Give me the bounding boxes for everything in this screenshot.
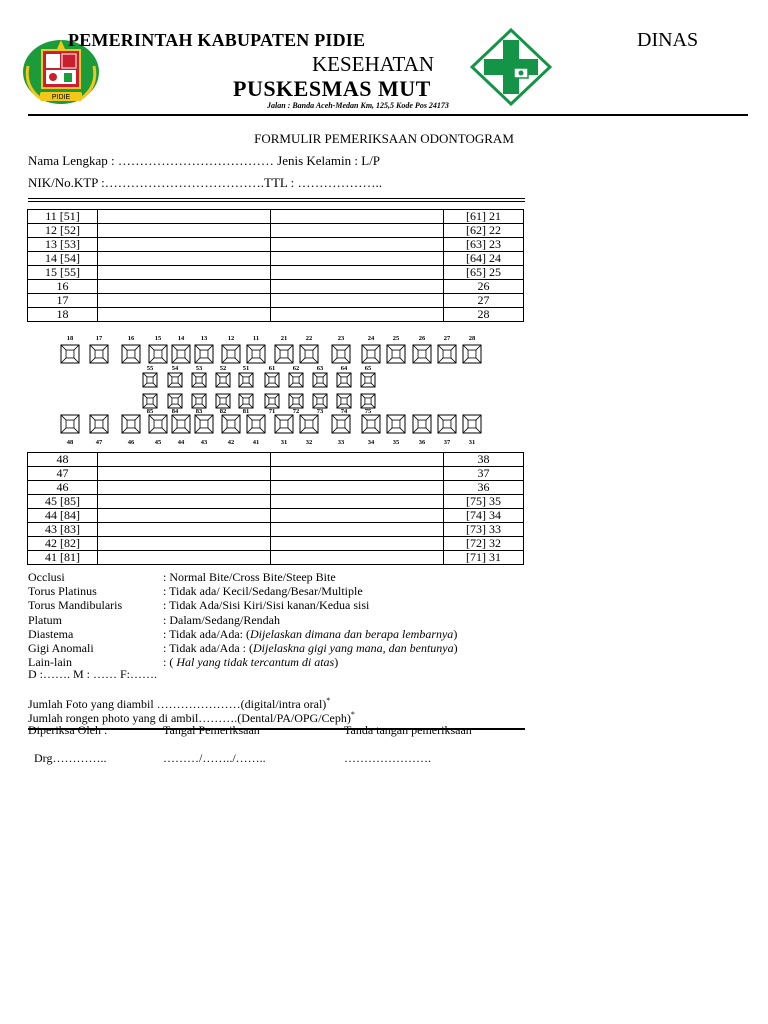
finding-cell[interactable]: [271, 266, 444, 280]
tooth-number-cell: 27: [444, 294, 524, 308]
tooth-number-cell: 15 [55]: [28, 266, 98, 280]
exam-options: : Tidak ada/Ada: (: [163, 626, 250, 641]
tooth-number-label: 41: [252, 439, 260, 446]
lower-permanent-tooth[interactable]: [247, 415, 265, 433]
table-row: [28, 537, 524, 551]
tooth-number-cell: [72] 32: [444, 537, 524, 551]
exam-value: [163, 627, 457, 642]
exam-options: : Tidak Ada/Sisi Kiri/Sisi kanan/Kedua sisi: [163, 598, 370, 613]
table-row: [28, 252, 524, 266]
finding-cell[interactable]: [271, 280, 444, 294]
upper-permanent-tooth[interactable]: [362, 345, 380, 363]
tooth-number-label: 25: [392, 335, 400, 342]
tooth-number-cell: 14 [54]: [28, 252, 98, 266]
exam-note: Hal yang tidak tercantum di atas: [173, 655, 335, 670]
tooth-number-cell: 18: [28, 308, 98, 322]
tooth-number-cell: [74] 34: [444, 509, 524, 523]
finding-cell[interactable]: [98, 280, 271, 294]
lower-permanent-tooth[interactable]: [438, 415, 456, 433]
table-row: [28, 210, 524, 224]
lower-permanent-tooth[interactable]: [275, 415, 293, 433]
puskesmas-name: PUSKESMAS MUT: [233, 76, 431, 101]
tooth-number-label: 28: [468, 335, 476, 342]
finding-cell[interactable]: [271, 252, 444, 266]
upper-primary-tooth[interactable]: [313, 373, 327, 387]
tooth-number-label: 32: [305, 439, 313, 446]
lower-primary-tooth[interactable]: [361, 394, 375, 408]
tooth-number-label: 64: [340, 365, 348, 372]
kesehatan-label: KESEHATAN: [312, 52, 434, 76]
tooth-number-cell: 11 [51]: [28, 210, 98, 224]
address-line: Jalan : Banda Aceh-Medan Km, 125,5 Kode Pos 24173: [267, 101, 449, 110]
finding-cell[interactable]: [98, 509, 271, 523]
dmf-line: D :……. M : …… F:…….: [28, 667, 158, 681]
examiner-label: Diperiksa Oleh :: [28, 723, 108, 737]
exam-label: Diastema: [28, 626, 74, 641]
tooth-number-cell: [75] 35: [444, 495, 524, 509]
upper-primary-tooth[interactable]: [265, 373, 279, 387]
upper-permanent-tooth[interactable]: [332, 345, 350, 363]
finding-cell[interactable]: [98, 238, 271, 252]
exam-note-close: ): [334, 655, 339, 670]
form-title: FORMULIR PEMERIKSAAN ODONTOGRAM: [254, 131, 514, 146]
upper-primary-tooth[interactable]: [168, 373, 182, 387]
tooth-number-label: 23: [337, 335, 345, 342]
tooth-number-label: 11: [252, 335, 260, 342]
exam-label: Lain-lain: [28, 655, 72, 670]
upper-primary-tooth[interactable]: [216, 373, 230, 387]
tooth-number-cell: 43 [83]: [28, 523, 98, 537]
tooth-number-label: 34: [367, 439, 375, 446]
lower-permanent-tooth[interactable]: [300, 415, 318, 433]
lower-primary-tooth[interactable]: [265, 394, 279, 408]
table-row: [28, 509, 524, 523]
finding-cell[interactable]: [98, 537, 271, 551]
upper-permanent-tooth[interactable]: [90, 345, 108, 363]
exam-note: Dijelaskan dimana dan berapa lembarnya: [250, 626, 454, 641]
finding-cell[interactable]: [98, 551, 271, 565]
lower-permanent-tooth[interactable]: [195, 415, 213, 433]
tooth-number-cell: 17: [28, 294, 98, 308]
tooth-number-label: 42: [227, 439, 235, 446]
exam-value: [163, 641, 458, 656]
upper-permanent-tooth[interactable]: [172, 345, 190, 363]
tooth-number-label: 47: [95, 439, 103, 446]
tooth-number-cell: 45 [85]: [28, 495, 98, 509]
tooth-number-label: 51: [242, 365, 250, 372]
name-gender-line: Nama Lengkap : ……………………………… Jenis Kelamin : L/P: [28, 153, 381, 168]
tooth-number-label: 14: [177, 335, 185, 342]
tooth-number-cell: 47: [28, 467, 98, 481]
upper-primary-tooth[interactable]: [289, 373, 303, 387]
tooth-number-label: 81: [242, 408, 250, 415]
lower-permanent-tooth[interactable]: [149, 415, 167, 433]
tooth-number-label: 84: [171, 408, 179, 415]
lower-permanent-tooth[interactable]: [61, 415, 79, 433]
exam-options: : Dalam/Sedang/Rendah: [163, 612, 280, 627]
upper-primary-tooth[interactable]: [239, 373, 253, 387]
lower-primary-tooth[interactable]: [192, 394, 206, 408]
finding-cell[interactable]: [271, 467, 444, 481]
finding-cell[interactable]: [271, 224, 444, 238]
tooth-number-label: 71: [268, 408, 276, 415]
nik-ttl-line: NIK/No.KTP :……………………………….TTL : ………………..: [28, 175, 382, 190]
finding-cell[interactable]: [98, 453, 271, 467]
upper-permanent-tooth[interactable]: [195, 345, 213, 363]
tooth-number-cell: [73] 33: [444, 523, 524, 537]
upper-primary-tooth[interactable]: [143, 373, 157, 387]
upper-permanent-tooth[interactable]: [300, 345, 318, 363]
lower-permanent-tooth[interactable]: [463, 415, 481, 433]
tooth-number-label: 44: [177, 439, 185, 446]
finding-cell[interactable]: [271, 294, 444, 308]
upper-permanent-tooth[interactable]: [387, 345, 405, 363]
table-row: [28, 280, 524, 294]
finding-cell[interactable]: [98, 252, 271, 266]
table-row: [28, 481, 524, 495]
tooth-number-cell: 46: [28, 481, 98, 495]
finding-cell[interactable]: [98, 210, 271, 224]
finding-cell[interactable]: [271, 453, 444, 467]
exam-label: Torus Mandibularis: [28, 598, 123, 613]
table-row: [28, 238, 524, 252]
finding-cell[interactable]: [98, 294, 271, 308]
tooth-number-cell: 16: [28, 280, 98, 294]
odontogram-chart: [58, 332, 492, 448]
upper-permanent-tooth[interactable]: [438, 345, 456, 363]
lower-primary-tooth[interactable]: [289, 394, 303, 408]
separator-line-2: [28, 201, 525, 202]
tooth-number-label: 12: [227, 335, 235, 342]
lower-permanent-tooth[interactable]: [332, 415, 350, 433]
upper-primary-tooth[interactable]: [192, 373, 206, 387]
tooth-number-label: 65: [364, 365, 372, 372]
tooth-number-label: 36: [418, 439, 426, 446]
exam-options: : Tidak ada/Ada : (: [163, 641, 253, 655]
upper-permanent-tooth[interactable]: [463, 345, 481, 363]
photo-count-text: Jumlah Foto yang diambil …………………(digital/intra oral): [28, 697, 327, 711]
tooth-number-label: 52: [219, 365, 227, 372]
lower-primary-tooth[interactable]: [337, 394, 351, 408]
table-row: [28, 467, 524, 481]
table-row: [28, 224, 524, 238]
table-row: [28, 495, 524, 509]
finding-cell[interactable]: [98, 224, 271, 238]
lower-primary-tooth[interactable]: [239, 394, 253, 408]
tooth-number-cell: 48: [28, 453, 98, 467]
upper-permanent-tooth[interactable]: [413, 345, 431, 363]
exam-options: : (: [163, 655, 174, 670]
exam-label: Occlusi: [28, 570, 65, 584]
tooth-number-label: 55: [146, 365, 154, 372]
tooth-number-label: 85: [146, 408, 154, 415]
upper-primary-tooth[interactable]: [337, 373, 351, 387]
finding-cell[interactable]: [271, 210, 444, 224]
xray-count-mark: *: [350, 710, 355, 719]
separator-line: [28, 198, 525, 199]
finding-cell[interactable]: [271, 495, 444, 509]
lower-permanent-tooth[interactable]: [90, 415, 108, 433]
tooth-number-cell: [64] 24: [444, 252, 524, 266]
table-row: [28, 453, 524, 467]
exam-date-label: Tangal Pemeriksaan: [163, 723, 260, 737]
tooth-number-label: 53: [195, 365, 203, 372]
finding-cell[interactable]: [271, 551, 444, 565]
exam-options: : Tidak ada/ Kecil/Sedang/Besar/Multiple: [163, 584, 363, 599]
tooth-number-label: 72: [292, 408, 300, 415]
upper-permanent-tooth[interactable]: [149, 345, 167, 363]
tooth-number-cell: [61] 21: [444, 210, 524, 224]
tooth-number-cell: 37: [444, 467, 524, 481]
exam-label: Platum: [28, 612, 63, 627]
tooth-number-label: 82: [219, 408, 227, 415]
finding-cell[interactable]: [98, 467, 271, 481]
lower-permanent-tooth[interactable]: [387, 415, 405, 433]
exam-value: [163, 598, 369, 613]
tooth-number-label: 37: [443, 439, 451, 446]
exam-options: : Normal Bite/Cross Bite/Steep Bite: [163, 570, 336, 584]
finding-cell[interactable]: [98, 481, 271, 495]
tooth-number-label: 61: [268, 365, 276, 372]
upper-permanent-tooth[interactable]: [122, 345, 140, 363]
health-cross-logo-icon: [470, 28, 552, 106]
finding-cell[interactable]: [271, 238, 444, 252]
table-row: [28, 266, 524, 280]
tooth-number-cell: 36: [444, 481, 524, 495]
exam-value: [163, 584, 363, 599]
tooth-number-label: 21: [280, 335, 288, 342]
tooth-number-cell: 28: [444, 308, 524, 322]
exam-note-close: ): [453, 641, 458, 655]
table-row: [28, 308, 524, 322]
lower-primary-tooth[interactable]: [313, 394, 327, 408]
tooth-number-cell: 44 [84]: [28, 509, 98, 523]
tooth-number-cell: [71] 31: [444, 551, 524, 565]
exam-date-field: ………/……../……..: [163, 751, 266, 765]
lower-permanent-tooth[interactable]: [172, 415, 190, 433]
finding-cell[interactable]: [271, 308, 444, 322]
lower-permanent-tooth[interactable]: [122, 415, 140, 433]
exam-note-close: ): [453, 626, 458, 641]
tooth-number-cell: [63] 23: [444, 238, 524, 252]
tooth-number-cell: 41 [81]: [28, 551, 98, 565]
lower-primary-tooth[interactable]: [143, 394, 157, 408]
tooth-number-label: 13: [200, 335, 208, 342]
signature-field: ………………….: [344, 751, 431, 765]
tooth-number-label: 16: [127, 335, 135, 342]
tooth-number-label: 35: [392, 439, 400, 446]
finding-cell[interactable]: [98, 495, 271, 509]
finding-cell[interactable]: [98, 523, 271, 537]
exam-value: [163, 613, 280, 628]
tooth-number-label: 54: [171, 365, 179, 372]
table-row: [28, 523, 524, 537]
tooth-number-label: 15: [154, 335, 162, 342]
tooth-number-cell: [62] 22: [444, 224, 524, 238]
upper-permanent-tooth[interactable]: [275, 345, 293, 363]
lower-permanent-tooth[interactable]: [413, 415, 431, 433]
tooth-number-label: 73: [316, 408, 324, 415]
tooth-number-label: 45: [154, 439, 162, 446]
examiner-field: Drg…………..: [34, 751, 107, 765]
tooth-number-label: 31: [280, 439, 288, 446]
tooth-number-label: 33: [337, 439, 345, 446]
signature-label: Tanda tangan pemeriksaan: [344, 723, 472, 737]
government-title: PEMERINTAH KABUPATEN PIDIE: [68, 30, 366, 50]
tooth-number-label: 62: [292, 365, 300, 372]
emblem-banner-text: PIDIE: [51, 94, 71, 101]
tooth-number-cell: 26: [444, 280, 524, 294]
tooth-number-label: 18: [66, 335, 74, 342]
exam-value: [163, 655, 338, 670]
header-divider: [28, 114, 748, 116]
table-row: [28, 294, 524, 308]
lower-permanent-tooth[interactable]: [362, 415, 380, 433]
exam-label: Torus Platinus: [28, 584, 97, 599]
table-row: [28, 551, 524, 565]
exam-note: Dijelaskna gigi yang mana, dan bentunya: [253, 641, 454, 655]
tooth-number-label: 22: [305, 335, 313, 342]
tooth-number-cell: [65] 25: [444, 266, 524, 280]
tooth-number-cell: 42 [82]: [28, 537, 98, 551]
exam-value: [163, 570, 336, 585]
tooth-number-label: 74: [340, 408, 348, 415]
finding-cell[interactable]: [271, 509, 444, 523]
tooth-number-label: 75: [364, 408, 372, 415]
tooth-number-cell: 12 [52]: [28, 224, 98, 238]
upper-permanent-tooth[interactable]: [222, 345, 240, 363]
tooth-number-label: 17: [95, 335, 103, 342]
finding-cell[interactable]: [271, 523, 444, 537]
tooth-number-label: 26: [418, 335, 426, 342]
lower-permanent-tooth[interactable]: [222, 415, 240, 433]
upper-permanent-tooth[interactable]: [247, 345, 265, 363]
upper-primary-tooth[interactable]: [361, 373, 375, 387]
finding-cell[interactable]: [98, 308, 271, 322]
tooth-number-label: 48: [66, 439, 74, 446]
lower-teeth-table: [27, 452, 524, 565]
lower-primary-tooth[interactable]: [216, 394, 230, 408]
finding-cell[interactable]: [271, 481, 444, 495]
tooth-number-label: 31: [468, 439, 476, 446]
tooth-number-label: 46: [127, 439, 135, 446]
tooth-number-label: 63: [316, 365, 324, 372]
tooth-number-label: 24: [367, 335, 375, 342]
finding-cell[interactable]: [271, 537, 444, 551]
tooth-number-cell: 38: [444, 453, 524, 467]
lower-primary-tooth[interactable]: [168, 394, 182, 408]
photo-count-mark: *: [326, 696, 331, 705]
upper-teeth-table: [27, 209, 524, 322]
tooth-number-label: 83: [195, 408, 203, 415]
tooth-number-cell: 13 [53]: [28, 238, 98, 252]
xray-count-text: Jumlah rongen photo yang di ambil……….(Dental/PA/OPG/Ceph): [28, 711, 351, 725]
upper-permanent-tooth[interactable]: [61, 345, 79, 363]
finding-cell[interactable]: [98, 266, 271, 280]
tooth-number-label: 27: [443, 335, 451, 342]
exam-label: Gigi Anomali: [28, 641, 94, 655]
tooth-number-label: 43: [200, 439, 208, 446]
dinas-label: DINAS: [637, 29, 699, 51]
